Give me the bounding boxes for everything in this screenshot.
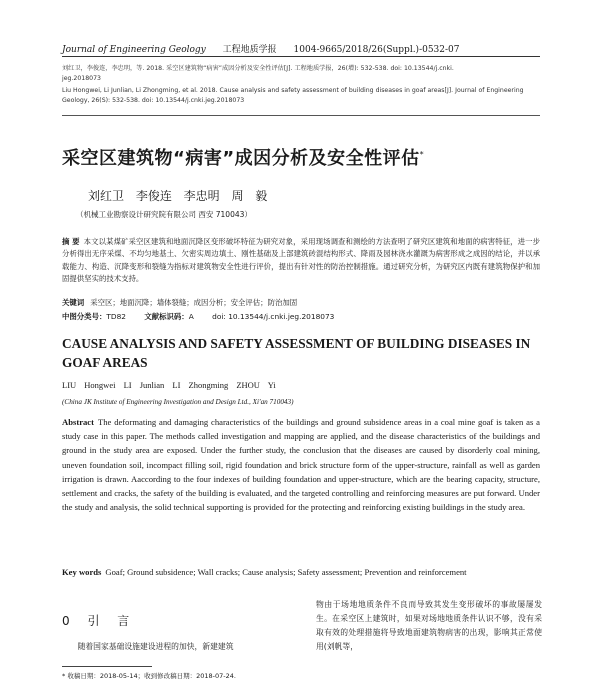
abstract-cn xyxy=(62,236,540,285)
body-text-right: 物由于场地地质条件不良而导致其发生变形破坏的事故屡屡发生。在采空区上建筑时，如果对场地地质条件认识不够，没有采取有效的处理措施将导致地面建筑物病害的出现，影响其正常使用(刘帆等， xyxy=(316,600,542,651)
abstract-en-label: Abstract xyxy=(62,417,94,427)
section-heading-introduction: 0 引 言 xyxy=(62,614,130,628)
classification-cn xyxy=(62,311,540,322)
abstract-en-text: The deformating and damaging characteristics of the buildings and ground subsidence areas in a coal mine goaf is taken as a study case in this paper. The methods called investigation and mapping are applied, and the disease characteristics of the buildings and ground in the study area are exposed. Under the further study, the conclusion that the diseases are caused by disorderly coal mining, uneven foundation soil, incompact filling soil, rigid foundation and brick structure form of the upper-structure, rainfall as well as garden irrigation is drawn. Aaccording to the four indexes of building foundation and upper-structure, which are the bearing capacity, structure, settlement and cracks, the safety of the building is evaluated, and the targeted controlling and reinforcing measures are put forward. Under the study and analysis, the solid technical supporting is provided for the protecting and reinforcing existing buildings in the study area. xyxy=(62,417,540,513)
abstract-cn-label: 摘 要 xyxy=(62,237,80,246)
running-header xyxy=(62,42,542,55)
citation-rule xyxy=(62,115,540,116)
header-rule xyxy=(62,56,540,57)
keywords-cn-label: 关键词 xyxy=(62,298,85,307)
body-text-left: 随着国家基础设施建设进程的加快，新建建筑 xyxy=(77,642,234,651)
keywords-en-label: Key words xyxy=(62,567,102,577)
title-cn-text: 采空区建筑物“病害”成因分析及安全性评估 xyxy=(62,148,420,169)
authors-en: LIU Hongwei LI Junlian LI Zhongming ZHOU Yi xyxy=(62,380,276,390)
clc-label: 中图分类号： xyxy=(62,312,107,321)
citation-en-line2: Geology, 26(S): 532-538. doi: 10.13544/j.cnki.jeg.2018073 xyxy=(62,97,245,104)
article-title-en: CAUSE ANALYSIS AND SAFETY ASSESSMENT OF BUILDING DISEASES IN GOAF AREAS xyxy=(62,336,531,370)
keywords-cn xyxy=(62,297,540,308)
abstract-cn-text: 本文以某煤矿采空区建筑和地面沉降区变形破坏特征为研究对象，采用现场调查和测绘的方法查明了研究区建筑和地面的病害特征，进一步分析得出无序采煤、不均匀地基土、欠密实周边填土、刚性基础及上部建筑砖混结构形式、降雨及园林浇水灌溉为病害形成之成因的结论，并以承载能力、构造、沉降变形和裂缝为指标对建筑物安全性进行评价，提出有针对性的防治控制措施。通过研究分析，为研究区内既有建筑物保护和加固提供坚实的技术支持。 xyxy=(62,237,540,283)
keywords-en xyxy=(62,565,540,579)
citation-en-line1: Liu Hongwei, Li Junlian, Li Zhongming, et al. 2018. Cause analysis and safety assessment of building diseases in goaf areas[J]. Journal of Engineering xyxy=(62,87,524,94)
doc-code-value: A xyxy=(188,312,194,321)
doi: doi: 10.13544/j.cnki.jeg.2018073 xyxy=(212,312,335,321)
footnote-received-date: * 收稿日期：2018-05-14；收到修改稿日期：2018-07-24. xyxy=(62,672,236,680)
doc-code-label: 文献标识码： xyxy=(144,312,189,321)
journal-name-cn: 工程地质学报 xyxy=(222,45,277,55)
title-footnote-mark: * xyxy=(419,150,425,159)
citation-cn-line2: jeg.2018073 xyxy=(62,75,101,82)
article-title-cn xyxy=(62,144,542,170)
keywords-cn-text: 采空区；地面沉降；墙体裂缝；成因分析；安全评估；防治加固 xyxy=(90,298,298,307)
affiliation-en: (China JK Institute of Engineering Investigation and Design Ltd., Xi'an 710043) xyxy=(62,398,294,406)
clc-value: TD82 xyxy=(106,312,126,321)
keywords-en-text: Goaf; Ground subsidence; Wall cracks; Cause analysis; Safety assessment; Prevention and reinforcement xyxy=(105,567,467,577)
issn-info: 1004-9665/2018/26(Suppl.)-0532-07 xyxy=(293,45,460,55)
authors-cn: 刘红卫 李俊连 李忠明 周 毅 xyxy=(88,189,268,203)
journal-name: Journal of Engineering Geology xyxy=(62,45,206,55)
footnote-rule xyxy=(62,666,152,667)
affiliation-cn: （机械工业勘察设计研究院有限公司 西安 710043） xyxy=(76,210,252,219)
abstract-en xyxy=(62,415,540,514)
citation-cn-line1: 刘红卫，李俊连，李忠明，等. 2018. 采空区建筑物“病害”成因分析及安全性评估[J]. 工程地质学报，26(增): 532-538. doi: 10.13544/j.cnki. xyxy=(62,65,454,72)
